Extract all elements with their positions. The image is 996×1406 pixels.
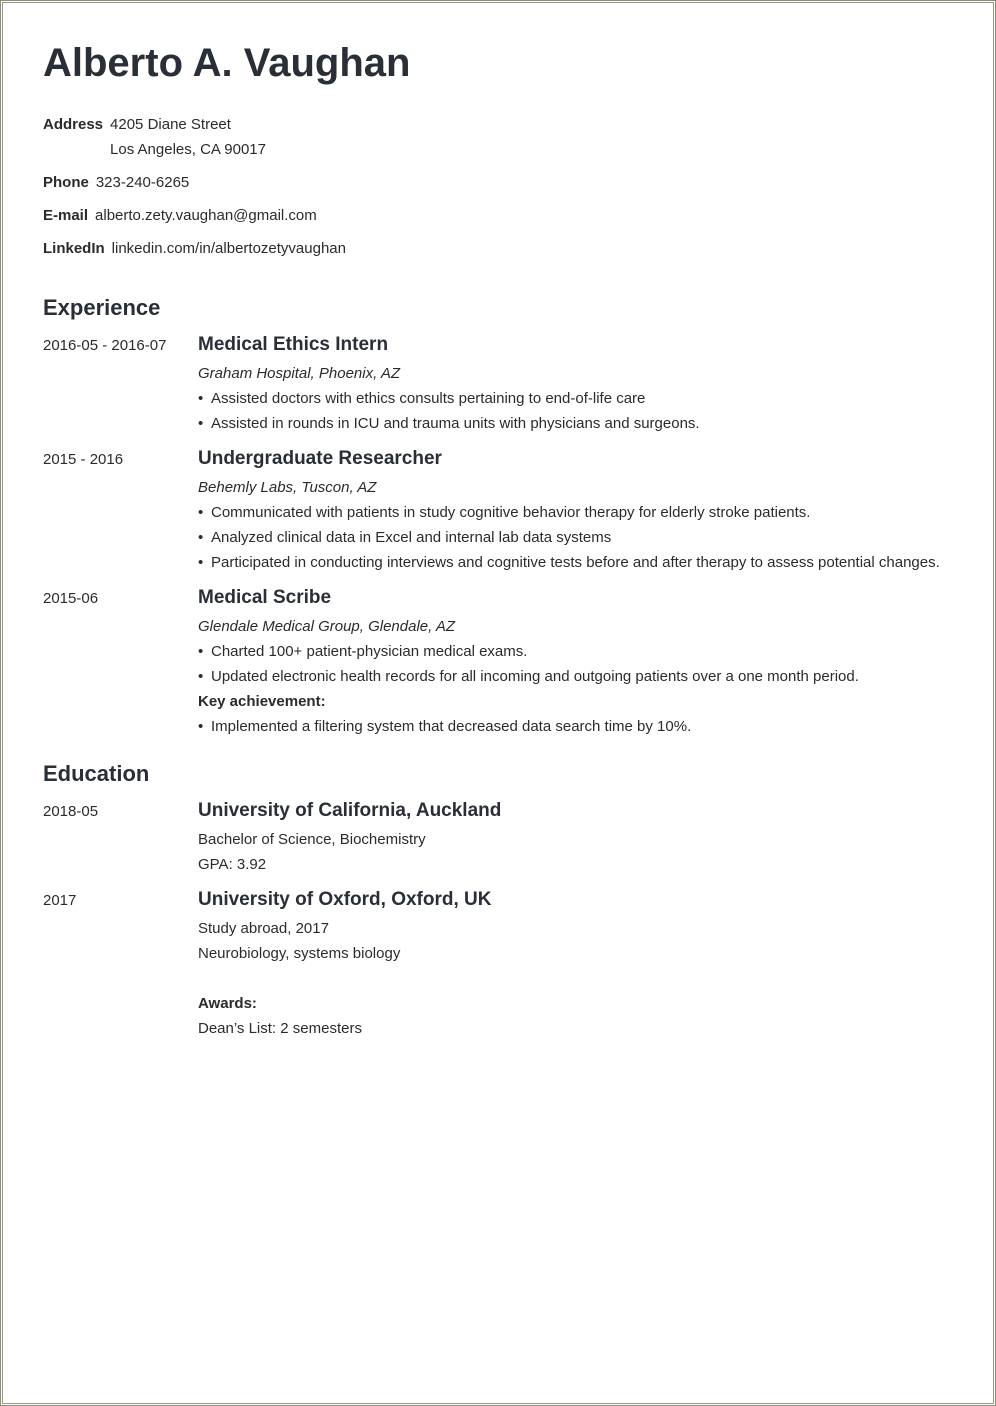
email-label: E-mail (43, 207, 89, 224)
job-title: Medical Ethics Intern (198, 334, 389, 355)
job-entry (43, 585, 953, 739)
key-achievement-label: Key achievement: (198, 693, 326, 710)
job-company: Glendale Medical Group, Glendale, AZ (198, 618, 456, 635)
education-section (43, 760, 953, 1041)
candidate-name: Alberto A. Vaughan (43, 41, 411, 85)
job-entry (43, 446, 953, 575)
job-company: Behemly Labs, Tuscon, AZ (198, 479, 377, 496)
job-company: Graham Hospital, Phoenix, AZ (198, 365, 401, 382)
job-date: 2015 - 2016 (43, 451, 124, 468)
phone-value: 323-240-6265 (95, 174, 190, 191)
job-date: 2015-06 (43, 590, 99, 607)
school-name: University of California, Auckland (198, 800, 502, 821)
job-bullet: • Participated in conducting interviews and cognitive tests before and after therapy to assess potential changes. (198, 554, 940, 571)
education-entry (43, 798, 953, 877)
linkedin-value: linkedin.com/in/albertozetyvaughan (111, 240, 346, 257)
degree: Bachelor of Science, Biochemistry (198, 831, 426, 848)
phone-label: Phone (43, 174, 89, 191)
email-row (43, 203, 953, 228)
gpa: GPA: 3.92 (198, 856, 267, 873)
achievement-bullet: • Implemented a filtering system that decreased data search time by 10%. (198, 718, 692, 735)
job-title: Medical Scribe (198, 587, 332, 608)
job-bullet: • Communicated with patients in study cognitive behavior therapy for elderly stroke patients. (198, 504, 811, 521)
job-bullet: • Analyzed clinical data in Excel and internal lab data systems (198, 529, 612, 546)
field-of-study: Neurobiology, systems biology (198, 945, 401, 962)
phone-row (43, 170, 953, 195)
contact-info (43, 112, 953, 261)
email-value: alberto.zety.vaughan@gmail.com (95, 207, 317, 224)
address-label: Address (43, 116, 104, 133)
job-title: Undergraduate Researcher (198, 448, 442, 469)
awards-label: Awards: (198, 995, 257, 1012)
resume-content (43, 40, 953, 1041)
experience-heading: Experience (43, 295, 161, 320)
education-date: 2018-05 (43, 803, 99, 820)
job-entry (43, 332, 953, 436)
address-line-1: 4205 Diane Street (110, 116, 231, 133)
address-line-2: Los Angeles, CA 90017 (110, 141, 266, 158)
school-name: University of Oxford, Oxford, UK (198, 889, 492, 910)
experience-section (43, 294, 953, 739)
address-value (110, 112, 266, 162)
program: Study abroad, 2017 (198, 920, 329, 937)
linkedin-label: LinkedIn (43, 240, 105, 257)
job-bullet: • Assisted in rounds in ICU and trauma units with physicians and surgeons. (198, 415, 700, 432)
job-bullet: • Assisted doctors with ethics consults pertaining to end-of-life care (198, 390, 646, 407)
address-row (43, 112, 953, 162)
job-date: 2016-05 - 2016-07 (43, 337, 167, 354)
education-date: 2017 (43, 892, 77, 909)
education-entry (43, 887, 953, 1041)
award-item: Dean’s List: 2 semesters (198, 1020, 362, 1037)
job-bullet: • Updated electronic health records for all incoming and outgoing patients over a one month period. (198, 668, 859, 685)
education-heading: Education (43, 761, 150, 786)
job-bullet: • Charted 100+ patient-physician medical exams. (198, 643, 528, 660)
linkedin-row (43, 236, 953, 261)
